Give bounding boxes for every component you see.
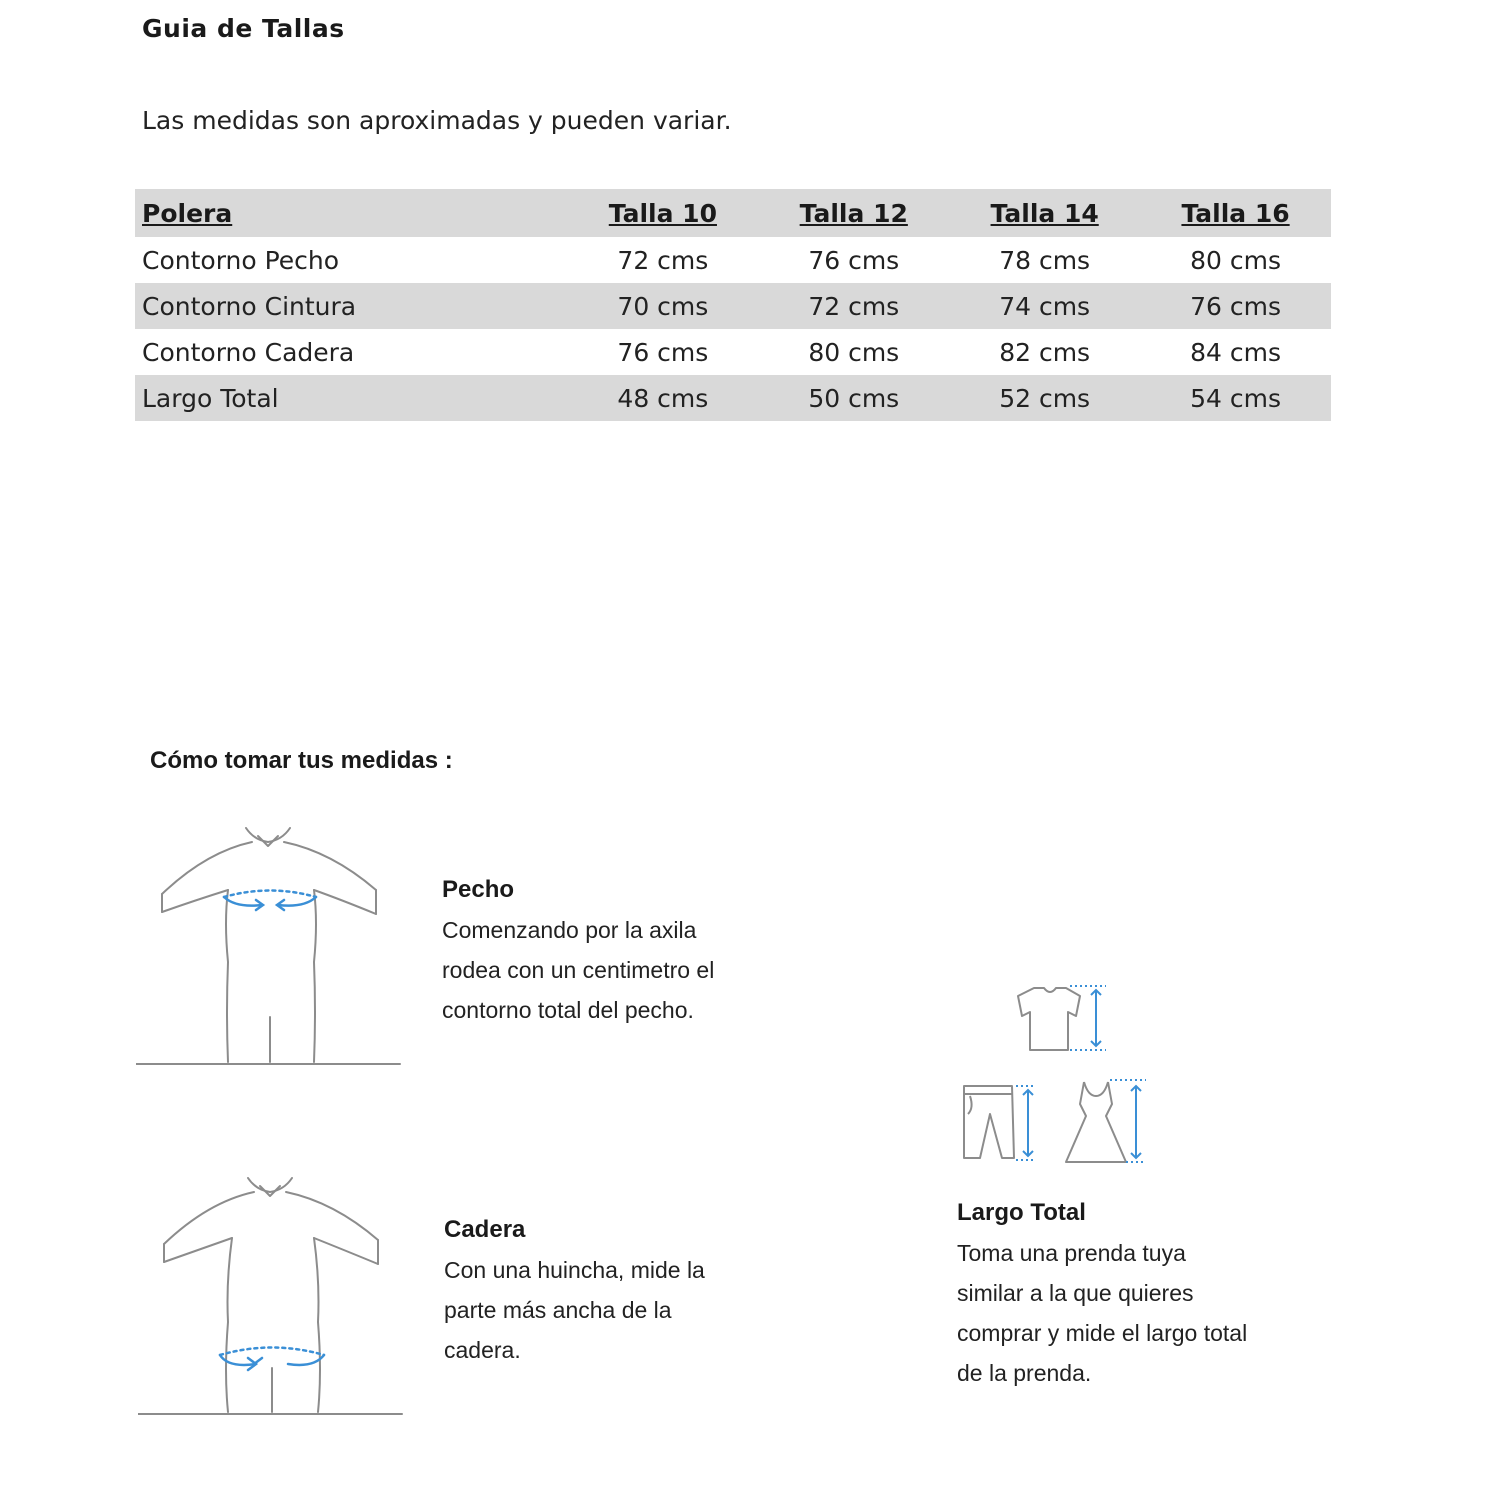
dress-icon <box>1060 1074 1152 1170</box>
table-cell: 76 cms <box>1190 291 1281 321</box>
page-title: Guia de Tallas <box>142 14 345 43</box>
row-label: Largo Total <box>142 383 279 413</box>
torso-chest-icon <box>136 822 404 1070</box>
chest-heading: Pecho <box>442 876 515 903</box>
table-row <box>135 329 1331 375</box>
column-header: Talla 12 <box>799 198 908 228</box>
table-cell: 72 cms <box>808 291 900 321</box>
chest-instructions <box>442 870 802 1030</box>
tshirt-icon <box>1010 982 1110 1058</box>
row-label: Contorno Cadera <box>142 337 355 367</box>
table-cell: 70 cms <box>617 291 709 321</box>
table-row <box>135 237 1331 283</box>
length-heading: Largo Total <box>957 1199 1086 1226</box>
table-cell: 50 cms <box>808 383 900 413</box>
table-cell: 80 cms <box>808 337 900 367</box>
hip-instructions <box>444 1210 804 1370</box>
table-cell: 76 cms <box>808 245 900 275</box>
table-row <box>135 283 1331 329</box>
table-cell: 54 cms <box>1190 383 1281 413</box>
length-text: Toma una prenda tuya similar a la que quieres comprar y mide el largo total de la prenda. <box>957 1240 1248 1386</box>
table-cell: 78 cms <box>999 245 1091 275</box>
table-cell: 76 cms <box>617 337 709 367</box>
column-header: Talla 14 <box>990 198 1099 228</box>
table-cell: 72 cms <box>617 245 709 275</box>
table-cell: 74 cms <box>999 291 1091 321</box>
table-cell: 84 cms <box>1190 337 1281 367</box>
hip-text: Con una huincha, mide la parte más ancha de la cadera. <box>444 1257 705 1363</box>
table-cell: 48 cms <box>617 383 709 413</box>
table-cell: 82 cms <box>999 337 1091 367</box>
how-to-title: Cómo tomar tus medidas : <box>150 747 453 774</box>
torso-hip-icon <box>138 1172 406 1420</box>
size-note: Las medidas son aproximadas y pueden variar. <box>142 106 732 135</box>
hip-heading: Cadera <box>444 1216 526 1243</box>
row-label: Contorno Cintura <box>142 291 357 321</box>
column-header: Polera <box>142 198 233 228</box>
table-cell: 80 cms <box>1190 245 1281 275</box>
table-row <box>135 375 1331 421</box>
table-cell: 52 cms <box>999 383 1091 413</box>
row-label: Contorno Pecho <box>142 245 340 275</box>
column-header: Talla 16 <box>1181 198 1290 228</box>
chest-text: Comenzando por la axila rodea con un centimetro el contorno total del pecho. <box>442 917 715 1023</box>
length-instructions <box>957 1193 1337 1393</box>
column-header: Talla 10 <box>608 198 717 228</box>
table-header-row <box>135 189 1331 237</box>
pants-icon <box>956 1078 1042 1168</box>
size-table <box>135 189 1331 421</box>
